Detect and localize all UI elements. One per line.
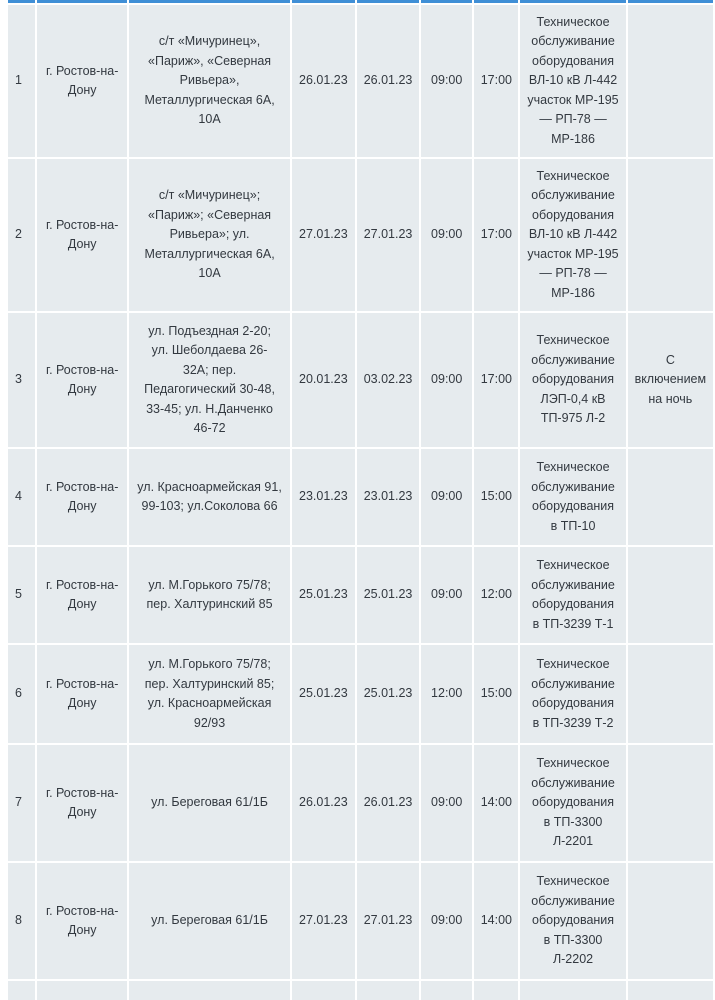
address-cell: ул. Подъездная 2-20; ул. Шеболдаева 26- 32А; пер. Педагогический 30-48, 33-45; ул. Н.Данченко 46-72 [129,313,289,447]
work-description-cell: Техническое обслуживание оборудования ЛЭП-0,4 кВ ТП-975 Л-2 [520,313,625,447]
table-header-row [8,0,713,3]
address-cell: ул. М.Горького 75/78; пер. Халтуринский 85; ул. Красноармейская 92/93 [129,645,289,743]
work-description-cell: Техническое обслуживание оборудования в ТП-3300 Л-2202 [520,863,625,979]
header-cell [292,0,355,3]
table-row [8,645,713,743]
work-description-cell: Техническое обслуживание оборудования в ТП-3300 Л-2201 [520,745,625,861]
header-cell [474,0,518,3]
address-cell: ул. Береговая 61/1Б [129,745,289,861]
city-cell: г. Ростов-на-Дону [37,645,127,743]
city-cell: г. Ростов-на-Дону [37,863,127,979]
date-to-cell: 26.01.23 [357,5,419,157]
empty-cell [520,981,625,1000]
address-cell: ул. Береговая 61/1Б [129,863,289,979]
header-cell [520,0,625,3]
time-from-cell: 09:00 [421,745,472,861]
date-to-cell: 27.01.23 [357,863,419,979]
table-row [8,5,713,157]
date-from-cell: 25.01.23 [292,645,355,743]
note-cell: С включением на ночь [628,313,713,447]
empty-cell [474,981,518,1000]
work-description-cell: Техническое обслуживание оборудования в ТП-10 [520,449,625,545]
note-cell [628,159,713,311]
address-cell: ул. Красноармейская 91, 99-103; ул.Соколова 66 [129,449,289,545]
note-cell [628,5,713,157]
note-cell [628,863,713,979]
row-number: 4 [8,449,35,545]
date-from-cell: 27.01.23 [292,159,355,311]
work-description-cell: Техническое обслуживание оборудования в ТП-3239 Т-1 [520,547,625,643]
row-number: 2 [8,159,35,311]
table-row [8,863,713,979]
time-from-cell: 09:00 [421,5,472,157]
empty-cell [8,981,35,1000]
date-to-cell: 26.01.23 [357,745,419,861]
header-cell [357,0,419,3]
date-from-cell: 20.01.23 [292,313,355,447]
address-cell: с/т «Мичуринец»; «Париж»; «Северная Ривьера»; ул. Металлургическая 6А, 10А [129,159,289,311]
header-cell [628,0,713,3]
work-description-cell: Техническое обслуживание оборудования ВЛ-10 кВ Л-442 участок МР-195 — РП-78 — МР-186 [520,5,625,157]
empty-cell [357,981,419,1000]
time-to-cell: 12:00 [474,547,518,643]
date-to-cell: 23.01.23 [357,449,419,545]
address-cell: ул. М.Горького 75/78; пер. Халтуринский 85 [129,547,289,643]
time-from-cell: 09:00 [421,449,472,545]
date-from-cell: 27.01.23 [292,863,355,979]
time-to-cell: 17:00 [474,159,518,311]
header-cell [421,0,472,3]
time-from-cell: 09:00 [421,547,472,643]
date-to-cell: 25.01.23 [357,547,419,643]
city-cell: г. Ростов-на-Дону [37,745,127,861]
empty-cell [628,981,713,1000]
time-to-cell: 14:00 [474,863,518,979]
time-to-cell: 17:00 [474,5,518,157]
table-row [8,159,713,311]
time-from-cell: 12:00 [421,645,472,743]
row-number: 5 [8,547,35,643]
work-description-cell: Техническое обслуживание оборудования в ТП-3239 Т-2 [520,645,625,743]
city-cell: г. Ростов-на-Дону [37,449,127,545]
outage-schedule-table [6,0,715,1000]
time-to-cell: 15:00 [474,449,518,545]
table-row [8,313,713,447]
date-to-cell: 03.02.23 [357,313,419,447]
row-number: 8 [8,863,35,979]
note-cell [628,547,713,643]
table-row [8,449,713,545]
time-to-cell: 14:00 [474,745,518,861]
row-number: 3 [8,313,35,447]
empty-cell [292,981,355,1000]
time-from-cell: 09:00 [421,159,472,311]
city-cell: г. Ростов-на-Дону [37,547,127,643]
empty-cell [421,981,472,1000]
header-cell [8,0,35,3]
time-to-cell: 15:00 [474,645,518,743]
table-row [8,981,713,1000]
row-number: 1 [8,5,35,157]
empty-cell [129,981,289,1000]
note-cell [628,449,713,545]
date-from-cell: 26.01.23 [292,5,355,157]
date-from-cell: 26.01.23 [292,745,355,861]
row-number: 6 [8,645,35,743]
table-row [8,547,713,643]
time-from-cell: 09:00 [421,313,472,447]
city-cell: г. Ростов-на-Дону [37,5,127,157]
note-cell [628,645,713,743]
row-number: 7 [8,745,35,861]
time-to-cell: 17:00 [474,313,518,447]
date-to-cell: 27.01.23 [357,159,419,311]
date-from-cell: 23.01.23 [292,449,355,545]
time-from-cell: 09:00 [421,863,472,979]
date-to-cell: 25.01.23 [357,645,419,743]
date-from-cell: 25.01.23 [292,547,355,643]
address-cell: с/т «Мичуринец», «Париж», «Северная Ривьера», Металлургическая 6А, 10А [129,5,289,157]
header-cell [37,0,127,3]
table-row [8,745,713,861]
empty-cell [37,981,127,1000]
city-cell: г. Ростов-на-Дону [37,159,127,311]
work-description-cell: Техническое обслуживание оборудования ВЛ-10 кВ Л-442 участок МР-195 — РП-78 — МР-186 [520,159,625,311]
header-cell [129,0,289,3]
note-cell [628,745,713,861]
city-cell: г. Ростов-на-Дону [37,313,127,447]
